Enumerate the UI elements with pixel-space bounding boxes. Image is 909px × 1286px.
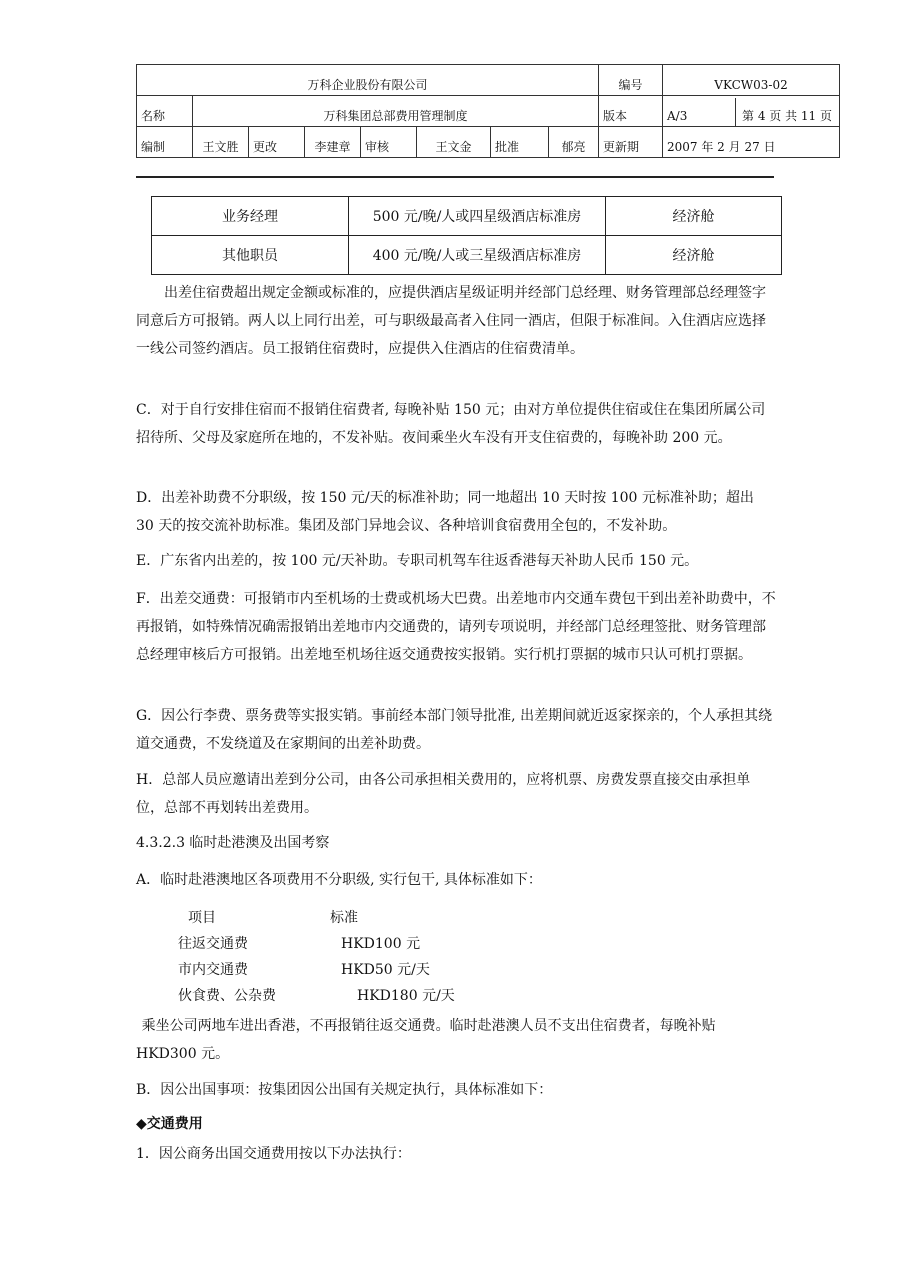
code-value: VKCW03-02	[663, 65, 840, 96]
role-cell: 其他职员	[152, 236, 349, 275]
flight-cell: 经济舱	[606, 236, 782, 275]
paragraph-c: C．对于自行安排住宿而不报销住宿费者, 每晚补贴 150 元；由对方单位提供住宿或住在集团所属公司招待所、父母及家庭所在地的，不发补贴。夜间乘坐火车没有开支住宿费的，每晚补助 200 元。	[136, 402, 766, 446]
hotel-cell: 400 元/晚/人或三星级酒店标准房	[349, 236, 606, 275]
transport-heading: ◆交通费用	[136, 1116, 203, 1132]
hotel-standard-table	[151, 196, 782, 275]
approver-name: 郁亮	[549, 127, 599, 158]
hk-item: 往返交通费	[178, 936, 248, 952]
version-value: A/3	[663, 98, 736, 126]
role-cell: 业务经理	[152, 197, 349, 236]
hk-col-standard: 标准	[330, 910, 358, 926]
section-heading: 4.3.2.3 临时赴港澳及出国考察	[136, 835, 330, 851]
hotel-cell: 500 元/晚/人或四星级酒店标准房	[349, 197, 606, 236]
modifier-name: 李建章	[305, 127, 361, 158]
hk-standard: HKD50 元/天	[341, 962, 430, 978]
version-cell	[663, 96, 840, 127]
paragraph-hotel-overage: 出差住宿费超出规定金额或标准的，应提供酒店星级证明并经部门总经理、财务管理部总经理签字同意后方可报销。两人以上同行出差，可与职级最高者入住同一酒店，但限于标准间。入住酒店应选择一线公司签约酒店。员工报销住宿费时，应提供入住酒店的住宿费清单。	[136, 285, 766, 357]
code-label: 编号	[599, 65, 663, 96]
paragraph-b: B．因公出国事项：按集团因公出国有关规定执行，具体标准如下：	[136, 1082, 553, 1098]
paragraph-h: H．总部人员应邀请出差到分公司，由各公司承担相关费用的，应将机票、房费发票直接交由承担单位，总部不再划转出差费用。	[136, 772, 751, 816]
table-row	[152, 236, 782, 275]
hk-item: 市内交通费	[178, 962, 248, 978]
reviewer-label: 审核	[361, 127, 417, 158]
document-title: 万科集团总部费用管理制度	[193, 96, 599, 127]
paragraph-f: F．出差交通费：可报销市内至机场的士费或机场大巴费。出差地市内交通车费包干到出差补助费中，不再报销，如特殊情况确需报销出差地市内交通费的，请列专项说明，并经部门总经理签批、财务管理部总经理审核后方可报销。出差地至机场往返交通费按实报销。实行机打票据的城市只认可机打票据。	[136, 591, 776, 663]
author-name: 王文胜	[193, 127, 249, 158]
version-label: 版本	[599, 96, 663, 127]
header-divider	[136, 176, 774, 178]
list-item-1: 1．因公商务出国交通费用按以下办法执行：	[136, 1146, 411, 1162]
hk-standard: HKD100 元	[341, 936, 421, 952]
modifier-label: 更改	[249, 127, 305, 158]
author-label: 编制	[137, 127, 193, 158]
paragraph-e: E．广东省内出差的，按 100 元/天补助。专职司机驾车往返香港每天补助人民币 150 元。	[136, 553, 699, 569]
hk-item: 伙食费、公杂费	[178, 988, 276, 1004]
update-date: 2007 年 2 月 27 日	[663, 127, 840, 158]
document-header-table	[136, 64, 840, 158]
company-name: 万科企业股份有限公司	[137, 65, 599, 96]
paragraph-g: G．因公行李费、票务费等实报实销。事前经本部门领导批准, 出差期间就近返家探亲的，个人承担其绕道交通费，不发绕道及在家期间的出差补助费。	[136, 708, 773, 752]
flight-cell: 经济舱	[606, 197, 782, 236]
page-info: 第 4 页 共 11 页	[742, 109, 832, 123]
paragraph-hk-note: 乘坐公司两地车进出香港，不再报销往返交通费。临时赴港澳人员不支出住宿费者，每晚补贴 HKD300 元。	[136, 1018, 716, 1062]
approver-label: 批准	[491, 127, 549, 158]
name-label: 名称	[137, 96, 193, 127]
paragraph-d: D．出差补助费不分职级，按 150 元/天的标准补助；同一地超出 10 天时按 100 元标准补助；超出 30 天的按交流补助标准。集团及部门异地会议、各种培训食宿费用全包的，不发补助。	[136, 490, 754, 534]
hk-col-item: 项目	[188, 910, 216, 926]
update-label: 更新期	[599, 127, 663, 158]
table-row	[152, 197, 782, 236]
hk-standard: HKD180 元/天	[357, 988, 455, 1004]
reviewer-name: 王文金	[417, 127, 491, 158]
paragraph-a: A．临时赴港澳地区各项费用不分职级, 实行包干, 具体标准如下：	[136, 872, 542, 888]
